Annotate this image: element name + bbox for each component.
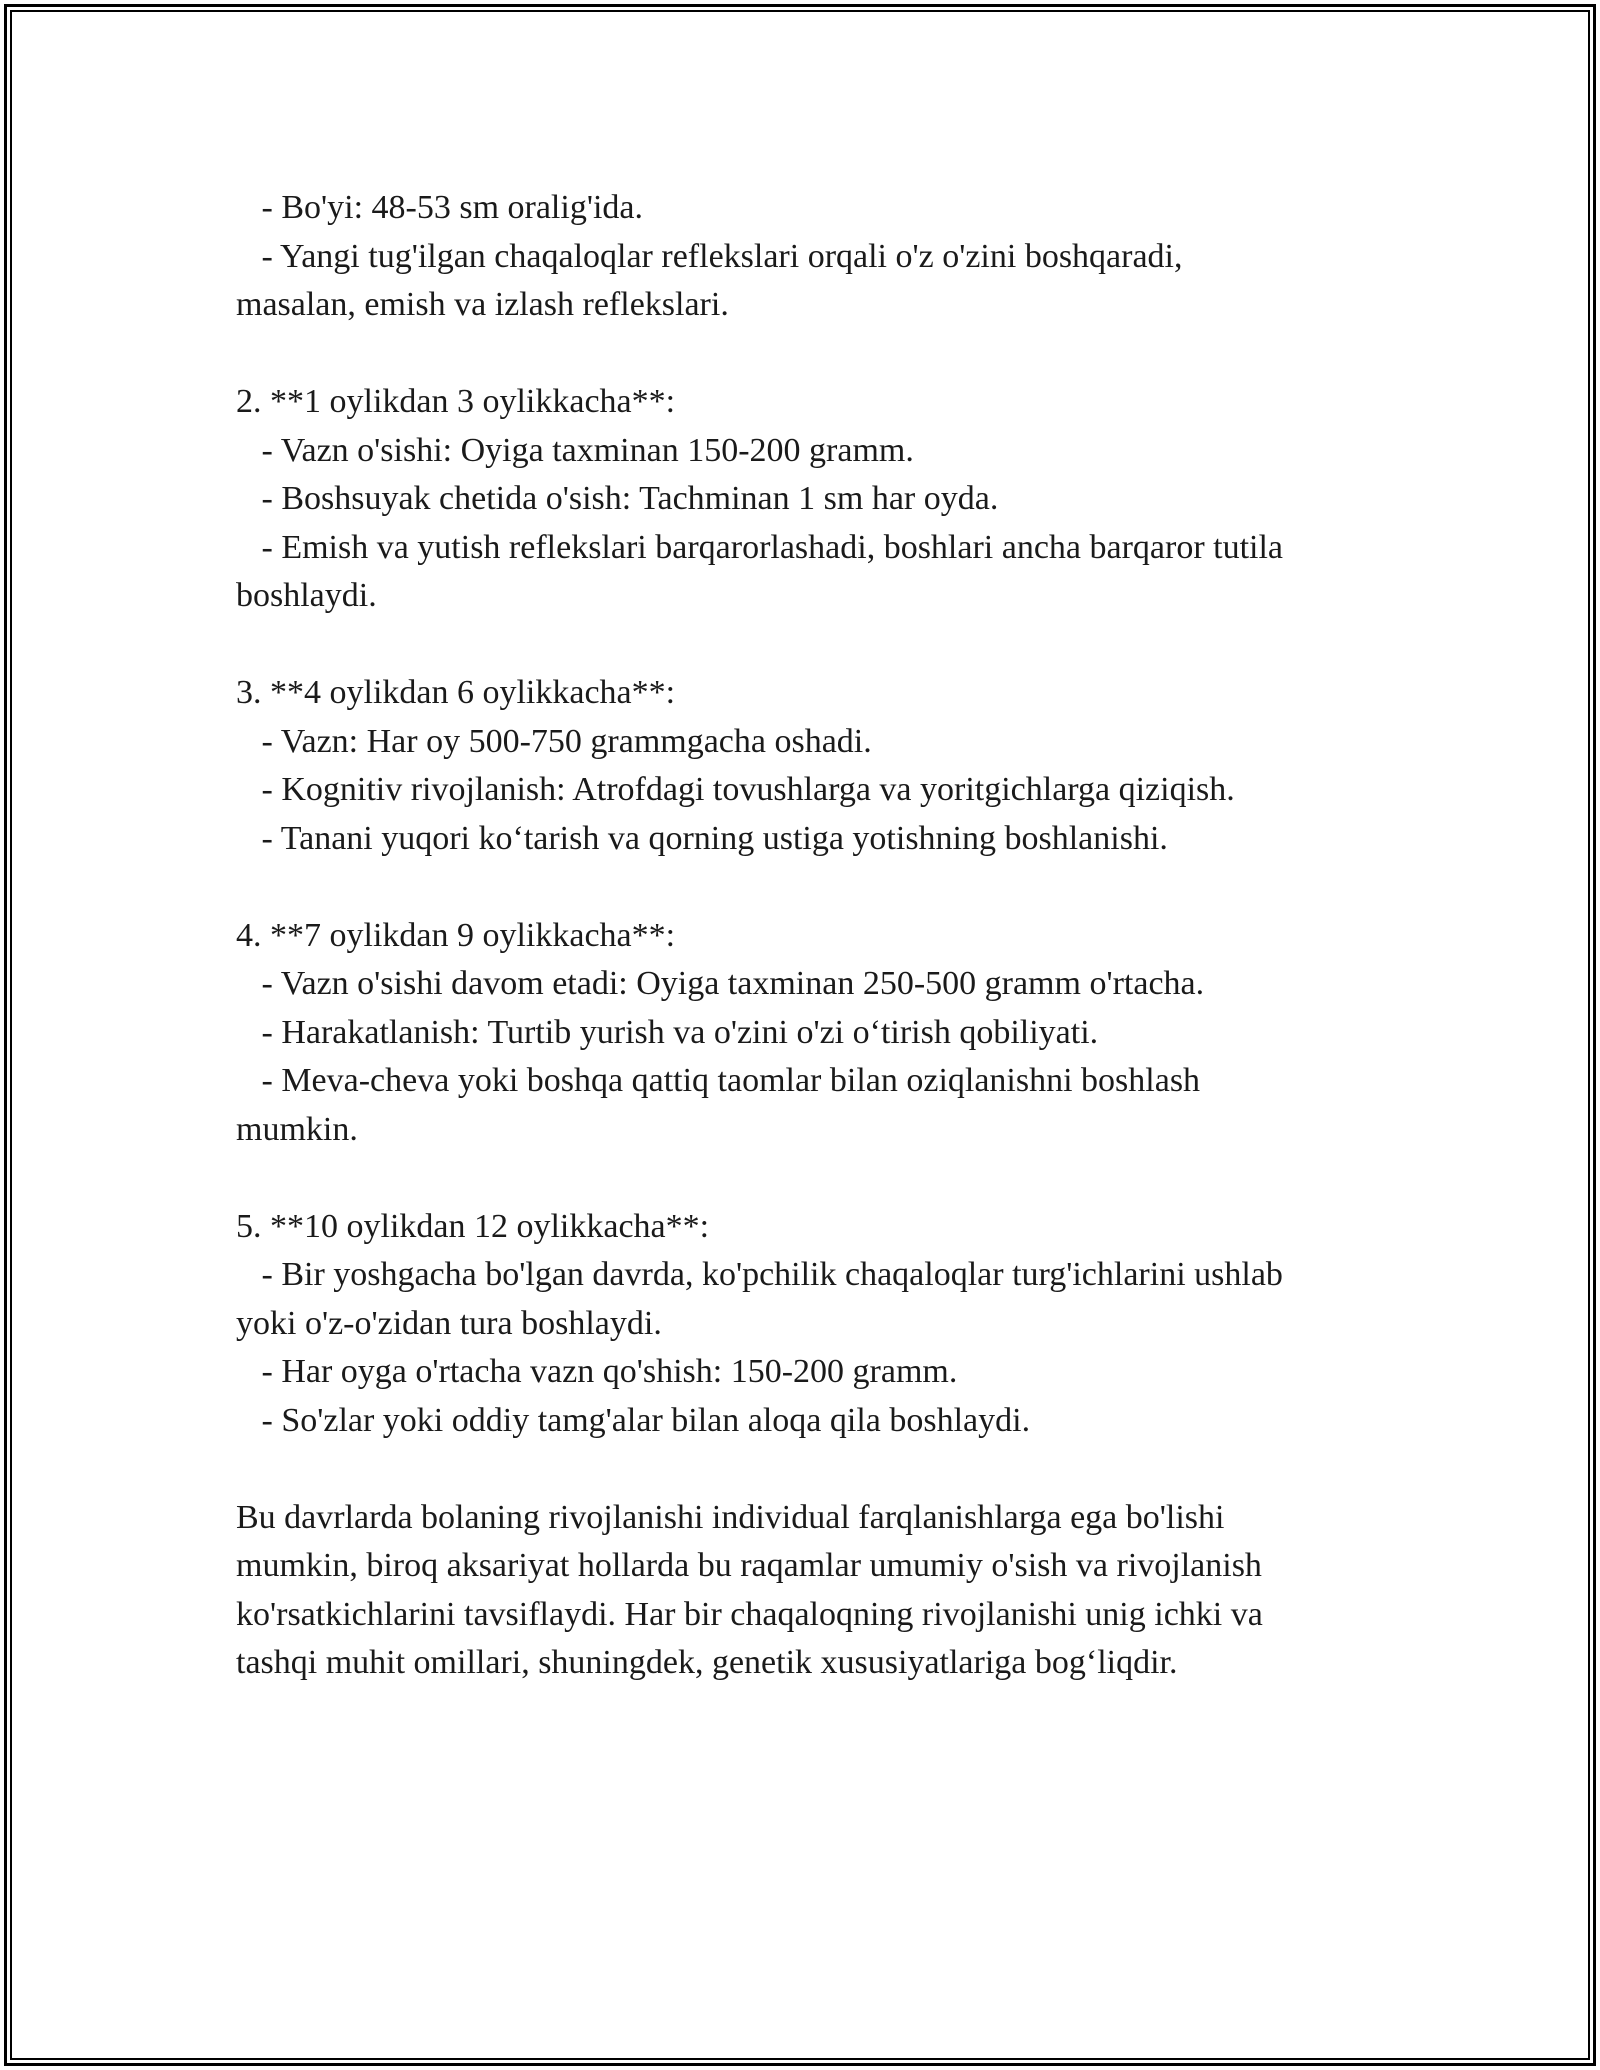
intro-block	[236, 184, 1376, 330]
section-line: - Vazn: Har oy 500-750 grammgacha oshadi.	[236, 722, 872, 760]
section-line: - Kognitiv rivojlanish: Atrofdagi tovushlarga va yoritgichlarga qiziqish.	[236, 771, 1235, 808]
paragraph-gap	[236, 1154, 1376, 1203]
paragraph-gap	[236, 1445, 1376, 1494]
intro-line: - Yangi tug'ilgan chaqaloqlar reflekslari orqali o'z o'zini boshqaradi,	[236, 237, 1183, 275]
section-heading: 3. **4 oylikdan 6 oylikkacha**:	[236, 674, 676, 711]
section-line: - Emish va yutish reflekslari barqarorlashadi, boshlari ancha barqaror tutila	[236, 528, 1284, 566]
section-line: - Tanani yuqori ko‘tarish va qorning ustiga yotishning boshlanishi.	[236, 819, 1168, 857]
conclusion-line: ko'rsatkichlarini tavsiflaydi. Har bir chaqaloqning rivojlanishi unig ichki va	[236, 1595, 1263, 1633]
section-heading: 2. **1 oylikdan 3 oylikkacha**:	[236, 383, 676, 420]
conclusion-line: tashqi muhit omillari, shuningdek, genetik xususiyatlariga bog‘liqdir.	[236, 1644, 1178, 1681]
paragraph-gap	[236, 330, 1376, 379]
conclusion-line: mumkin, biroq aksariyat hollarda bu raqamlar umumiy o'sish va rivojlanish	[236, 1547, 1262, 1584]
conclusion-paragraph	[236, 1494, 1376, 1688]
section-line: - So'zlar yoki oddiy tamg'alar bilan aloqa qila boshlaydi.	[236, 1401, 1031, 1439]
section-line: - Meva-cheva yoki boshqa qattiq taomlar bilan oziqlanishni boshlash	[236, 1062, 1201, 1099]
section-line: - Harakatlanish: Turtib yurish va o'zini o'zi o‘tirish qobiliyati.	[236, 1013, 1099, 1051]
paragraph-gap	[236, 863, 1376, 912]
conclusion-line: Bu davrlarda bolaning rivojlanishi individual farqlanishlarga ega bo'lishi	[236, 1498, 1225, 1536]
section-line: mumkin.	[236, 1110, 358, 1148]
section-4-6-months	[236, 669, 1376, 863]
section-line: - Boshsuyak chetida o'sish: Tachminan 1 sm har oyda.	[236, 480, 999, 517]
intro-line: masalan, emish va izlash reflekslari.	[236, 286, 729, 323]
section-line: - Vazn o'sishi davom etadi: Oyiga taxminan 250-500 gramm o'rtacha.	[236, 965, 1205, 1002]
section-line: yoki o'z-o'zidan tura boshlaydi.	[236, 1304, 662, 1342]
section-line: - Vazn o'sishi: Oyiga taxminan 150-200 gramm.	[236, 431, 914, 469]
intro-line: - Bo'yi: 48-53 sm oralig'ida.	[236, 189, 643, 226]
section-line: - Bir yoshgacha bo'lgan davrda, ko'pchilik chaqaloqlar turg'ichlarini ushlab	[236, 1256, 1283, 1293]
section-heading: 4. **7 oylikdan 9 oylikkacha**:	[236, 916, 676, 954]
paragraph-gap	[236, 621, 1376, 670]
section-1-3-months	[236, 378, 1376, 621]
section-heading: 5. **10 oylikdan 12 oylikkacha**:	[236, 1207, 710, 1245]
document-body	[236, 184, 1376, 1688]
section-7-9-months	[236, 912, 1376, 1155]
section-10-12-months	[236, 1203, 1376, 1446]
section-line: boshlaydi.	[236, 577, 377, 614]
section-line: - Har oyga o'rtacha vazn qo'shish: 150-200 gramm.	[236, 1353, 958, 1390]
